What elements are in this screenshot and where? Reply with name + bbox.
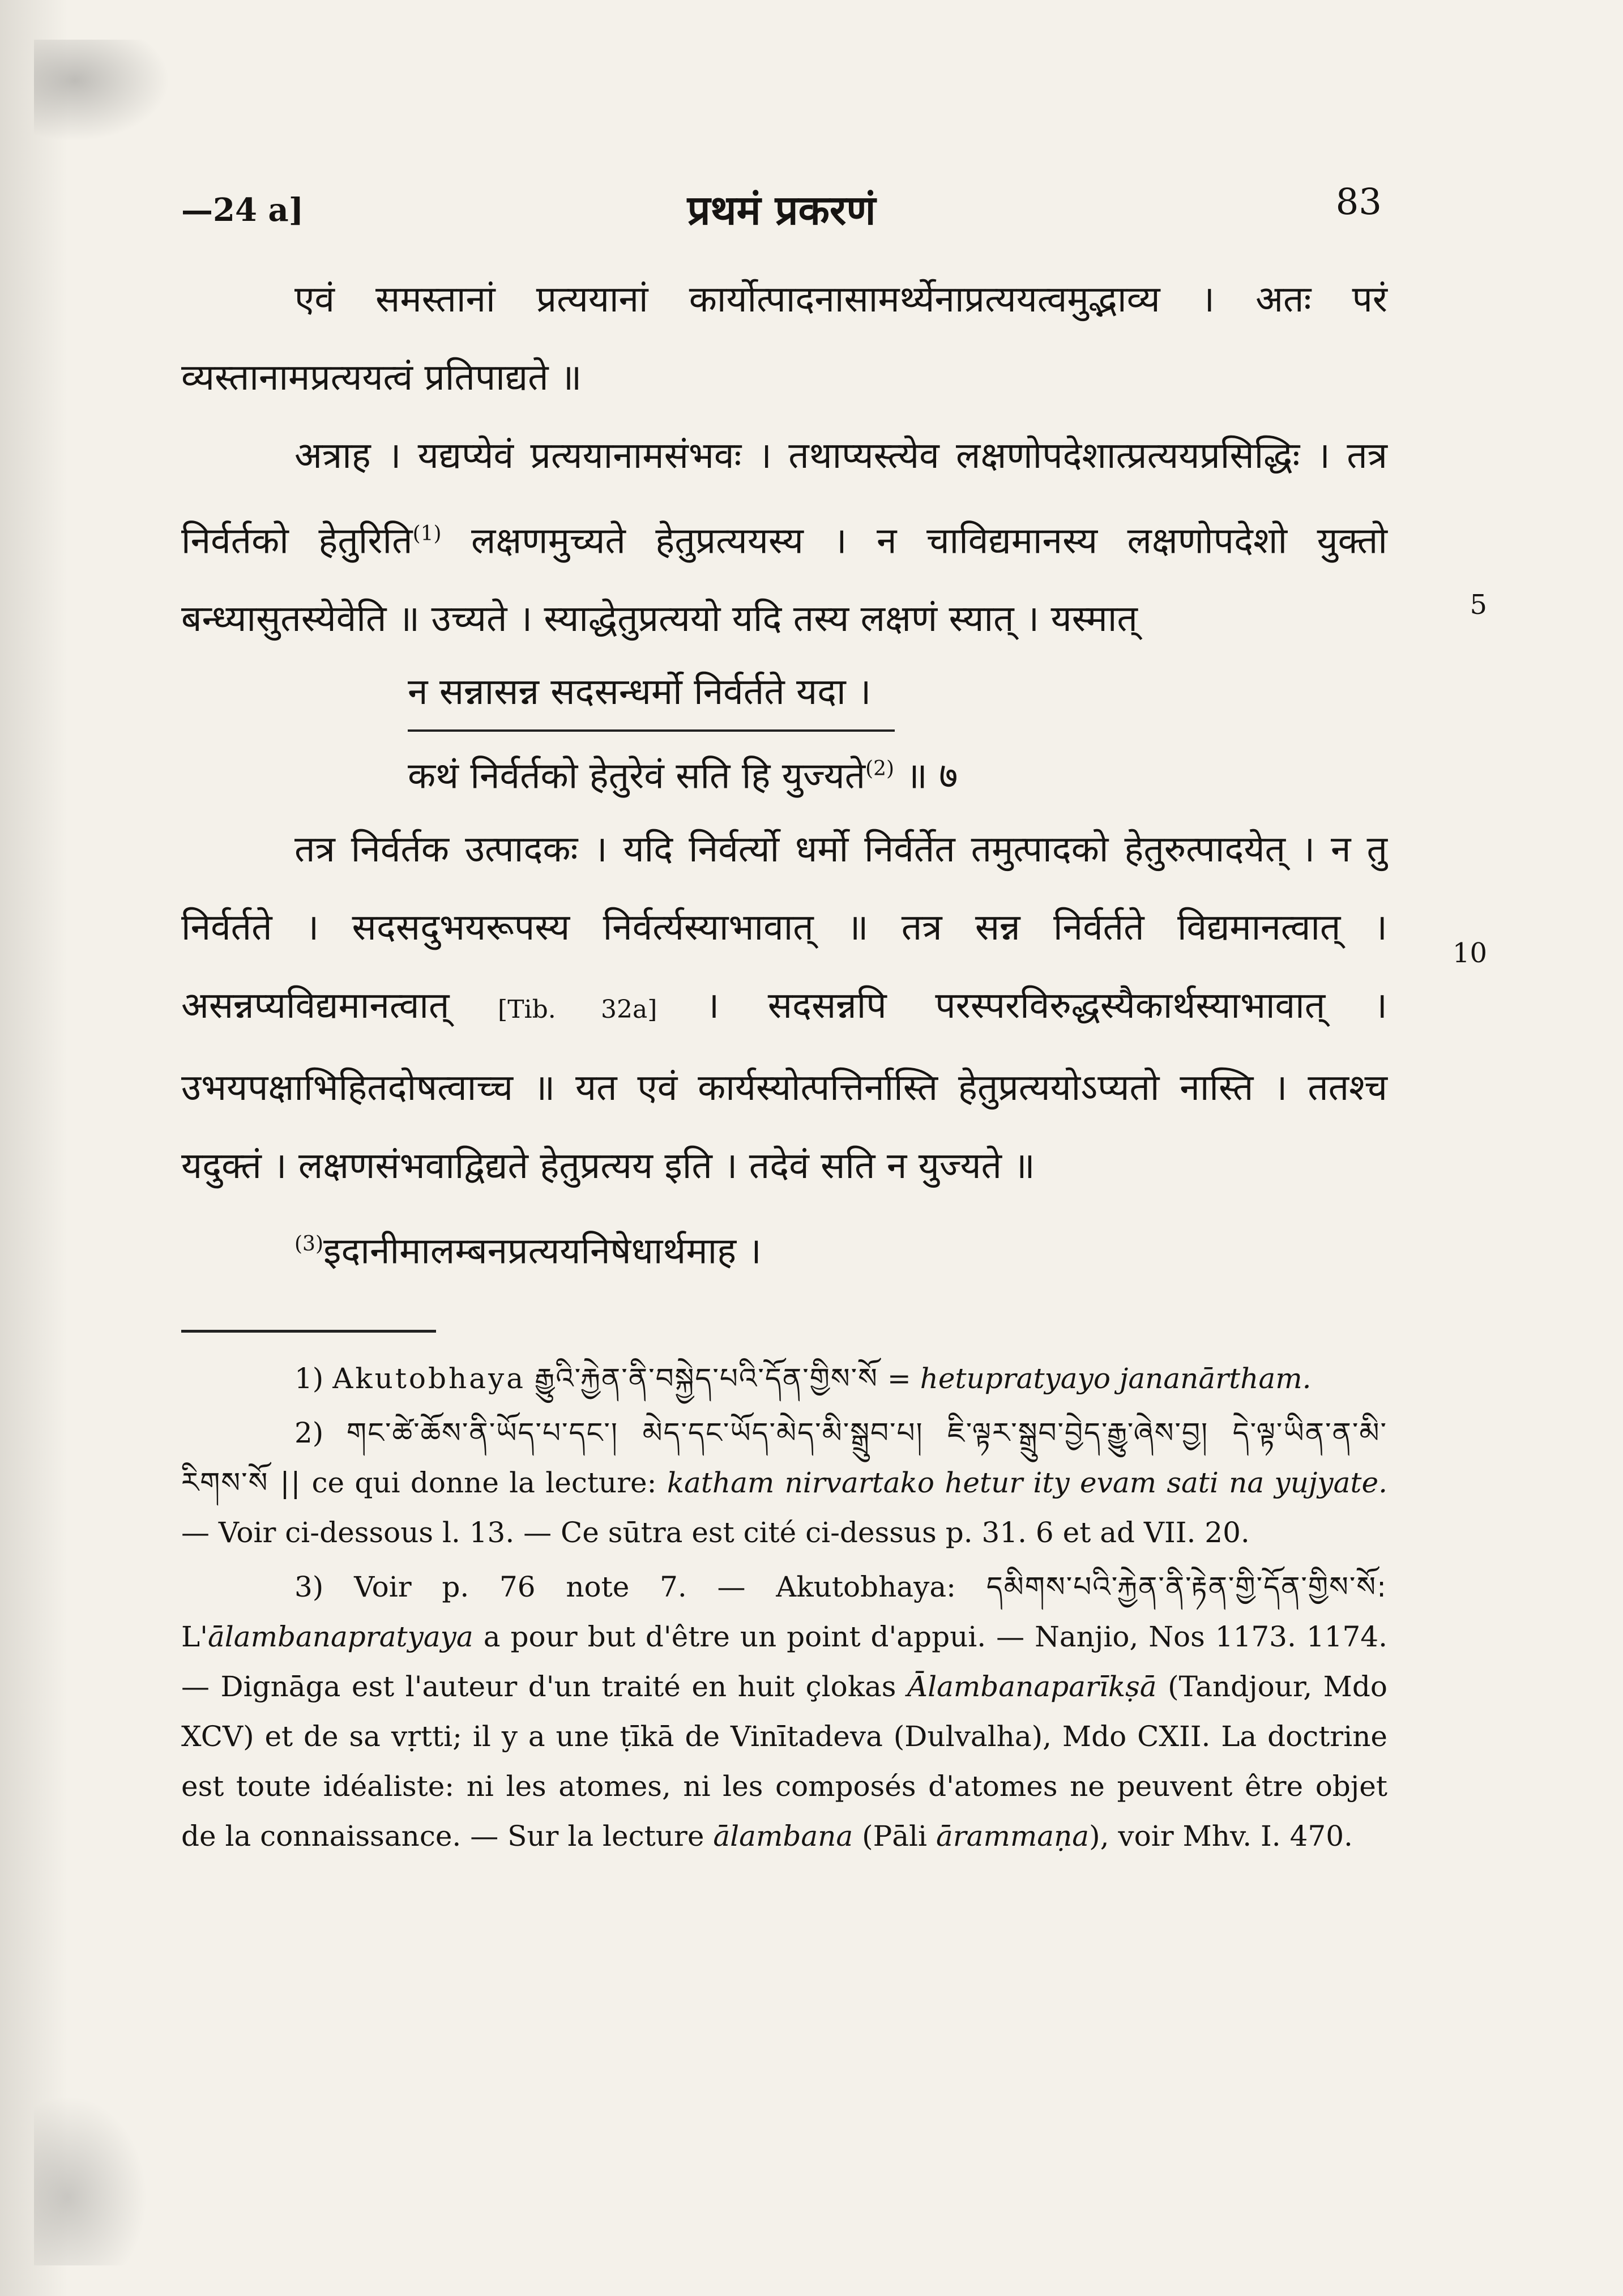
footnote-3-text-4: (Tandjour, Mdo XCV) et de sa vṛtti; il y a une ṭīkā de Vinītadeva (Dulvalha), Mdo CXII. La doctrine est toute idéaliste: ni les atomes, ni les composés d'atomes ne peuvent être objet de la connaissance. — Sur la lecture [181, 1670, 1387, 1853]
paragraph-3 [181, 810, 1387, 1205]
verse-divider [408, 729, 895, 732]
paragraph-4-text: इदानीमालम्बनप्रत्ययनिषेधार्थमाह । [323, 1230, 762, 1272]
verse-line-2-text: कथं निर्वर्तको हेतुरेवं सति हि युज्यते [408, 755, 866, 797]
footnote-1-equals: = [887, 1362, 911, 1395]
footnote-2-number: 2) [294, 1416, 324, 1449]
footnote-1-sanskrit: hetupratyayo jananārtham. [920, 1362, 1312, 1395]
footnote-3-italic-2: Ālambanaparīkṣā [907, 1670, 1157, 1703]
verse-block [408, 658, 1121, 810]
footnote-2-sanskrit: katham nirvartako hetur ity evam sati na yujyate. [667, 1466, 1387, 1499]
footnote-3-text-2: L' [181, 1620, 208, 1653]
scan-noise-bottom [34, 2096, 147, 2265]
paragraph-3-part-a: तत्र निर्वर्तक उत्पादकः । यदि निर्वर्त्यो धर्मो निर्वर्तेत तमुत्पादको हेतुरुत्पादयेत् । न तु निर्वर्तते । सदसदुभयरूपस्य निर्वर्त्यस्याभावात् ॥ तत्र सन्न निर्वर्तते विद्यमानत्वात् । असन्नप्यविद्यमानत्वात् [181, 828, 1387, 1027]
page-number: 83 [1335, 181, 1382, 223]
footnote-ref-2: (2) [865, 757, 895, 781]
footnote-ref-3: (3) [294, 1232, 323, 1256]
page-edge-shadow [0, 0, 68, 2296]
tibetan-folio-ref: [Tib. 32a] [498, 995, 657, 1024]
line-number-10: 10 [1452, 937, 1487, 969]
footnote-3-text-6: ), voir Mhv. I. 470. [1089, 1820, 1353, 1853]
paragraph-1: एवं समस्तानां प्रत्ययानां कार्योत्पादनासामर्थ्येनाप्रत्ययत्वमुद्भाव्य । अतः परं व्यस्तानामप्रत्ययत्वं प्रतिपाद्यते ॥ [181, 279, 1387, 399]
footnote-2 [181, 1408, 1387, 1557]
footnote-3-italic-4: ārammaṇa [936, 1820, 1090, 1853]
footnote-2-text-1: ce qui donne la lecture: [311, 1466, 657, 1499]
footnote-3-text-3: a pour but d'être un point d'appui. — Nanjio, Nos 1173. 1174. — Dignāga est l'auteur d'un traité en huit çlokas [181, 1620, 1387, 1703]
verse-number: ॥ ७ [906, 755, 958, 797]
verse-line-2 [408, 735, 1121, 810]
running-title: प्रथमं प्रकरणं [687, 186, 876, 234]
footnotes [181, 1354, 1387, 1866]
footnote-3-number: 3) [294, 1571, 324, 1603]
footnote-1-number: 1) [294, 1362, 324, 1395]
footnote-3 [181, 1562, 1387, 1861]
page-header [181, 181, 1382, 249]
footnote-1-source: Akutobhaya [332, 1362, 526, 1395]
footnote-2-text-2: — Voir ci-dessous l. 13. — Ce sūtra est cité ci-dessus p. 31. 6 et ad VII. 20. [181, 1516, 1250, 1549]
footnote-rule [181, 1330, 436, 1333]
footnote-1 [181, 1354, 1387, 1403]
paragraph-2-part-b: लक्षणमुच्यते हेतुप्रत्ययस्य । न चाविद्यमानस्य लक्षणोपदेशो युक्तो बन्ध्यासुतस्येवेति ॥ उच्यते । स्याद्धेतुप्रत्ययो यदि तस्य लक्षणं स्यात् । यस्मात् [181, 520, 1387, 641]
footnote-3-italic-1: ālambanapratyaya [207, 1620, 473, 1653]
scan-noise-top [34, 40, 170, 142]
paragraph-4 [181, 1205, 1387, 1290]
paragraph-2-part-a: अत्राह । यद्यप्येवं प्रत्ययानामसंभवः । तथाप्यस्त्येव लक्षणोपदेशात्प्रत्ययप्रसिद्धिः । तत्र निर्वर्तको हेतुरिति [181, 435, 1387, 562]
main-text [181, 261, 1387, 1290]
folio-reference: —24 a] [181, 191, 304, 229]
footnote-1-tibetan: རྒྱུའི་རྐྱེན་ནི་བསྐྱེད་པའི་དོན་གྱིས་སོ [535, 1362, 878, 1395]
footnote-3-text-1: Voir p. 76 note 7. — Akutobhaya: [354, 1571, 956, 1603]
paragraph-3-part-b: । सदसन्नपि परस्परविरुद्धस्यैकार्थस्याभावात् । उभयपक्षाभिहितदोषत्वाच्च ॥ यत एवं कार्यस्योत्पत्तिर्नास्ति हेतुप्रत्ययोऽप्यतो नास्ति । ततश्च यदुक्तं । लक्षणसंभवाद्विद्यते हेतुप्रत्यय इति । तदेवं सति न युज्यते ॥ [181, 984, 1387, 1187]
verse-line-1: न सन्नासन्न सदसन्धर्मो निर्वर्तते यदा । [408, 671, 872, 714]
footnote-3-text-5: (Pāli [862, 1820, 928, 1853]
footnote-2-tibetan: གང་ཚེ་ཆོས་ནི་ཡོད་པ་དང་། མེད་དང་ཡོད་མེད་མི་སྒྲུབ་པ། ཇི་ལྟར་སྒྲུབ་བྱེད་རྒྱུ་ཞེས་བྱ། དེ་ལྟ་ཡིན་ན་མི་རིགས་སོ || [181, 1416, 1387, 1499]
paragraph-2 [181, 417, 1387, 658]
footnote-ref-1: (1) [412, 522, 442, 545]
footnote-3-tibetan: དམིགས་པའི་རྐྱེན་ནི་རྟེན་གྱི་དོན་གྱིས་སོ: [986, 1571, 1387, 1603]
footnote-3-italic-3: ālambana [713, 1820, 853, 1853]
line-number-5: 5 [1470, 589, 1487, 621]
